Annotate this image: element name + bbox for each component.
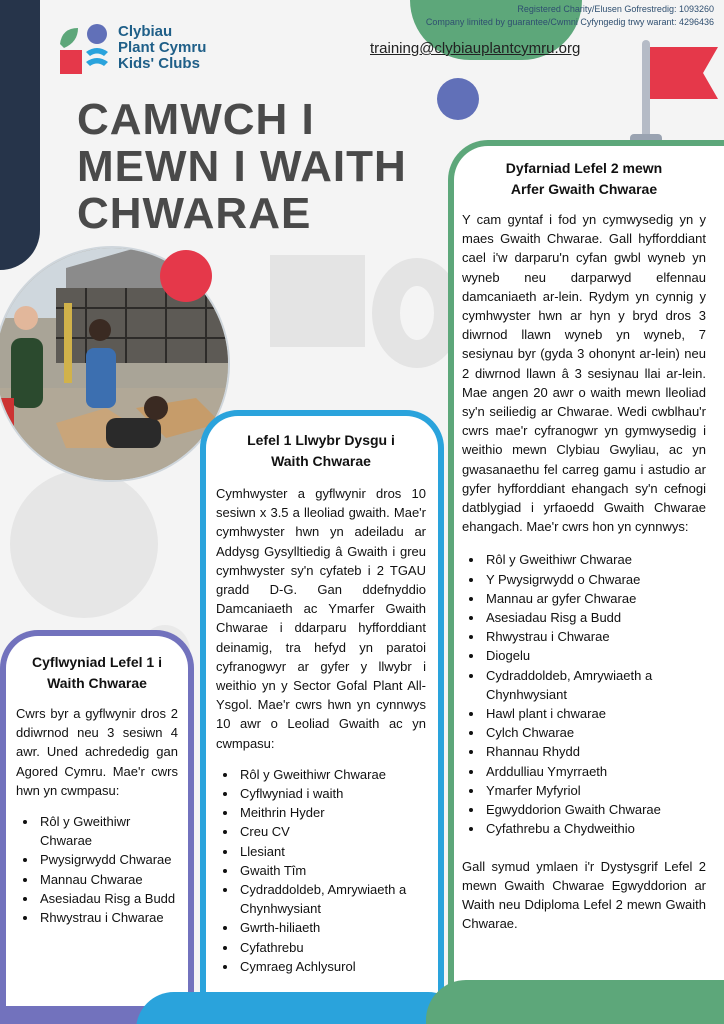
list-item: • Diogelu [484, 646, 706, 665]
level2-award-title [462, 158, 706, 200]
level1-pathway-title-line2: Waith Chwarae [271, 453, 371, 469]
list-item: • Mannau Chwarae [38, 870, 178, 889]
list-item: • Llesiant [238, 842, 426, 861]
list-item: • Hawl plant i chwarae [484, 704, 706, 723]
list-item: • Asesiadau Risg a Budd [38, 889, 178, 908]
level2-award-footer: Gall symud ymlaen i'r Dystysgrif Lefel 2 mewn Gwaith Chwarae Egwyddorion ar Waith neu Ddiploma Lefel 2 mewn Gwaith Chwarae. [462, 858, 706, 932]
list-item: • Cydraddoldeb, Amrywiaeth a Chynhwysiant [238, 880, 426, 918]
level2-award-list [462, 550, 706, 838]
level1-pathway-body: Cymhwyster a gyflwynir dros 10 sesiwn x 3.5 a lleoliad gwaith. Mae'r cymhwyster hwn yn adeiladu ar Addysg Gysylltiedig â Gwaith i greu cymhwyster sy'n cyfateb i 2 TGAU gradd D-G. Gan ddefnyddio Damcaniaeth ac Ymarfer Gwaith Chwarae i ddarparu hyfforddiant deinamig, tra hefyd yn paratoi cyfranogwyr ar gyfer y llwybr i weithio yn y Sector Gofal Plant All-Ysgol. Mae'r cwrs hwn yn cynnwys 10 awr o Leoliad Gwaith ac yn cwmpasu: [216, 486, 426, 751]
level2-award-title-line2: Arfer Gwaith Chwarae [510, 181, 658, 197]
purple-blob-decoration [437, 78, 479, 120]
level2-award-card [448, 140, 724, 1024]
list-item: • Ymarfer Myfyriol [484, 781, 706, 800]
list-item: • Y Pwysigrwydd o Chwarae [484, 570, 706, 589]
level2-award-title-line1: Dyfarniad Lefel 2 mewn [505, 160, 663, 176]
logo-line-3: Kids' Clubs [118, 55, 200, 72]
green-bottom-strip [426, 980, 724, 1024]
level1-pathway-title [216, 430, 426, 472]
navy-corner-shape [0, 0, 40, 270]
blue-bottom-strip [136, 992, 466, 1024]
logo-line-2: Plant Cymru [118, 39, 207, 56]
list-item: • Cyfathrebu a Chydweithio [484, 819, 706, 838]
list-item: • Mannau ar gyfer Chwarae [484, 589, 706, 608]
list-item: • Cydraddoldeb, Amrywiaeth a Chynhwysiant [484, 666, 706, 704]
charity-line-2: Company limited by guarantee/Cwmni Cyfyngedig trwy warant: 4296436 [425, 17, 714, 27]
logo-line-1: Clybiau [118, 23, 173, 40]
email-link[interactable]: training@clybiauplantcymru.org [370, 40, 581, 57]
level1-intro-title-line1: Cyflwyniad Lefel 1 i [32, 654, 162, 670]
flag-pole [642, 40, 650, 138]
list-item: • Rôl y Gweithiwr Chwarae [484, 550, 706, 569]
red-badge-decoration [160, 250, 212, 302]
list-item: • Rhwystrau i Chwarae [38, 908, 178, 927]
level1-pathway-list [216, 765, 426, 976]
list-item: • Meithrin Hyder [238, 803, 426, 822]
list-item: • Cyfathrebu [238, 938, 426, 957]
flag-icon [650, 47, 718, 99]
charity-info [426, 3, 714, 29]
page-title [77, 96, 437, 237]
list-item: • Gwrth-hiliaeth [238, 918, 426, 937]
list-item: • Egwyddorion Gwaith Chwarae [484, 800, 706, 819]
list-item: • Arddulliau Ymyrraeth [484, 762, 706, 781]
list-item: • Gwaith Tîm [238, 861, 426, 880]
level1-pathway-title-line1: Lefel 1 Llwybr Dysgu i [247, 432, 395, 448]
level1-intro-list [16, 812, 178, 927]
level2-award-body: Y cam gyntaf i fod yn cymwysedig yn y maes Gwaith Chwarae. Gall hyfforddiant cael i'w darparu'n cyfan gwbl wyneb yn wyneb neu darparwyd elfennau damcaniaeth ar-lein. Rydym yn cynnig y cymhwyster hwn ar hyn y bryd dros 3 diwrnod llawn wyneb yn wyneb, 7 sesiynau byr (gyda 3 ohonynt ar-lein) neu 2 diwrnod llawn â 3 sesiynau llai ar-lein. Mae angen 20 awr o waith mewn lleoliad sy'n seiliedig ar Chwarae. Wedi cwblhau'r cwrs mae'r cyfranogwr yn gymwysedig i weithio mewn Clybiau Gwyliau, ac yn gwasanaethu fel carreg gamu i astudio ar gyfer hyfforddiant ehangach sy'n cefnogi datblygiad i yrfaoedd Gwaith Chwarae ehangach. Mae'r cwrs hon yn cynnwys: [462, 212, 706, 535]
list-item: • Cyflwyniad i waith [238, 784, 426, 803]
list-item: • Rhannau Rhydd [484, 742, 706, 761]
logo-text [118, 24, 206, 72]
list-item: • Rôl y Gweithiwr Chwarae [238, 765, 426, 784]
level1-intro-title [16, 652, 178, 694]
list-item: • Rôl y Gweithiwr Chwarae [38, 812, 178, 850]
grey-blob-decoration [10, 470, 158, 618]
list-item: • Cymraeg Achlysurol [238, 957, 426, 976]
title-line-3: CHWARAE [77, 189, 312, 238]
title-line-2: MEWN I WAITH [77, 142, 407, 191]
list-item: • Asesiadau Risg a Budd [484, 608, 706, 627]
level1-intro-card [0, 630, 194, 1024]
list-item: • Creu CV [238, 822, 426, 841]
charity-line-1: Registered Charity/Elusen Gofrestredig: 1093260 [517, 4, 714, 14]
level1-intro-body: Cwrs byr a gyflwynir dros 2 ddiwrnod neu 3 sesiwn 4 awr. Uned achrededig gan Agored Cymru. Mae'r cwrs hwn yn cwmpasu: [16, 706, 178, 798]
grey-decoration [270, 255, 365, 347]
list-item: • Cylch Chwarae [484, 723, 706, 742]
list-item: • Rhwystrau i Chwarae [484, 627, 706, 646]
list-item: • Pwysigrwydd Chwarae [38, 850, 178, 869]
level1-pathway-card [200, 410, 444, 1024]
title-line-1: CAMWCH I [77, 95, 315, 144]
level1-intro-title-line2: Waith Chwarae [47, 675, 147, 691]
